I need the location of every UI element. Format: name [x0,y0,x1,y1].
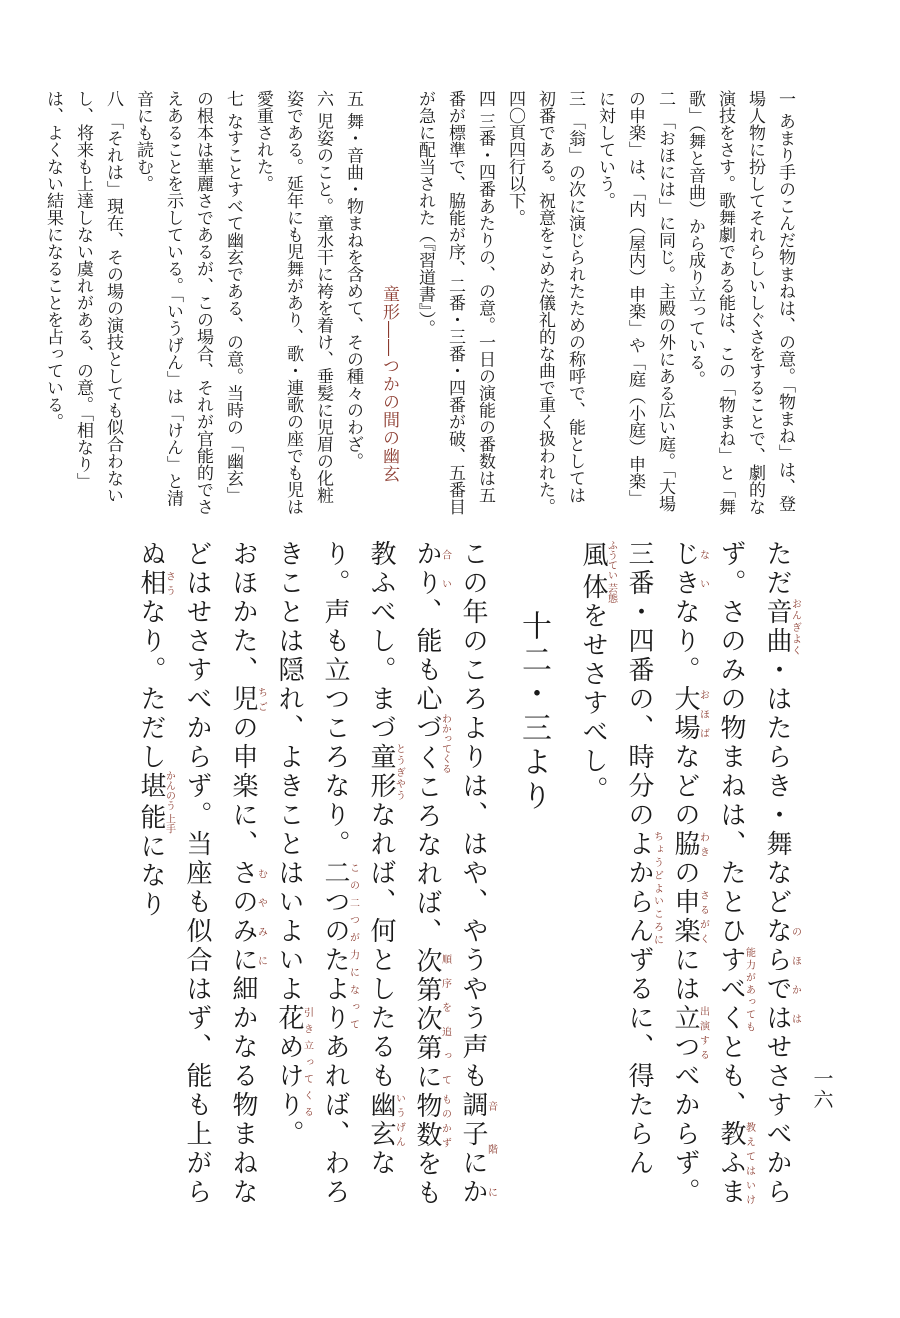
note-8 [38,90,128,520]
note-4 [410,90,500,520]
annotation-notes [43,90,800,520]
ruby-gloss: 能力があっても [743,946,755,1033]
text-run: ずるに、得たらん [624,946,654,1178]
ruby-reading: おほば [697,685,709,743]
ruby-word [624,830,663,946]
ruby-word [762,598,801,656]
ruby-reading: とうぎやう [393,743,405,801]
ruby-word [716,946,755,1033]
ruby-base: 申楽 [670,888,700,946]
text-run: 細かなる物まねなどはせさすべからず。当座も似合はず、能も上がらぬ [136,540,258,1207]
ruby-base: 堪能 [136,770,166,834]
text-run: には [670,946,700,1004]
ruby-base: 次第次第に [412,947,442,1092]
note-6 [248,90,338,520]
ruby-base: 物数 [412,1092,442,1150]
ruby-reading: さるがく [697,888,709,946]
ruby-base: さのみに [228,859,258,975]
ruby-word [670,888,709,946]
ruby-base: 二つのたより [320,859,350,1033]
ruby-reading: のほかは [789,917,801,1033]
main-text [120,540,800,1230]
note-text: 「それは」現在、その場の演技としても似合わないし、将来も上達しない虞れがある、の意。「相なり」は、よくない結果になることを占っている。 [43,90,123,504]
section-heading: 童形――つかの間の幽玄 [379,285,399,483]
ruby-base: 花めけり [274,1004,304,1120]
ruby-gloss: かんのう 上手 [163,770,175,834]
note-number: 三 [565,90,585,107]
ruby-base: 童形 [366,743,396,801]
ruby-base: 幽玄 [366,1091,396,1149]
text-run: をせさすべし。 [578,601,608,805]
note-text: 三番・四番あたりの、の意。一日の演能の番数は五番が標準で、脇能が序、二番・三番・四番が破、五番目が急に配当された（『習道書』）。 [415,90,495,515]
ruby-reading: おんぎよく [789,598,801,656]
note-2 [590,90,680,520]
ruby-base: 風体 [578,540,608,604]
ruby-reading: いうげん [393,1091,405,1149]
note-text: なすことすべて幽玄である、の意。当時の「幽玄」の根本は華麗さであるが、この場合、それが官能的でさえあることを示している。「いうげん」は「けん」と清音にも読む。 [133,90,243,515]
note-1 [680,90,800,520]
ruby-word [670,685,709,743]
text-run: ころなれば、 [412,773,442,947]
ruby-word [136,569,175,598]
ruby-word [228,859,267,975]
ruby-base: 脇 [670,830,700,859]
ruby-gloss: この二つが力になって [347,859,359,1033]
note-text: 「翁」の次に演じられたための称呼で、能としては初番である。祝意をこめた儀礼的な曲で重く扱われた。四〇頁四行以下。 [505,90,585,515]
ruby-gloss: 教えてはいけない [697,540,755,1207]
ruby-base: 教ふまじき [670,540,746,1207]
ruby-base: づく [412,713,442,774]
text-run: この年のころよりは、はや、やうやう声も [458,540,488,1091]
ruby-base: 立つ [670,1004,700,1062]
text-run: あれば、わろきことは隠れ、よきことはいよいよ [274,540,350,1207]
note-text: 児姿のこと。童水干に袴を着け、垂髪に児眉の化粧姿である。延年にも児舞があり、歌・連歌の座でも児は愛重された。 [253,90,333,515]
ruby-gloss: わかってくる [439,713,451,774]
ruby-base: 大場 [670,685,700,743]
ruby-word [366,743,405,801]
text-run: ・はたらき・舞など [762,656,792,917]
ruby-reading: ちご [255,685,267,714]
main-paragraph-2 [266,540,496,1230]
note-text: 「おほには」に同じ。主殿の外にある広い庭。「大場の申楽」は、「内（屋内）申楽」や「庭（小庭）申楽」に対していう。 [595,90,675,512]
ruby-word [366,1091,405,1149]
ruby-base: ならでは [762,917,792,1033]
ruby-gloss: 引き立ってくる [301,1004,313,1120]
ruby-word [412,947,451,1092]
ruby-word [412,1092,451,1150]
note-3 [500,90,590,520]
page-number: 一六 [810,1068,834,1110]
text-run: 、能も心 [412,598,442,714]
ruby-base: すべく [716,946,746,1033]
note-5 [338,90,368,520]
note-number: 一 [775,90,795,107]
text-run: なれば、何としたるも [366,801,396,1091]
text-run: になり [136,832,166,920]
ruby-reading: ものかず [439,1092,451,1150]
main-paragraph-3 [128,540,266,1230]
note-number: 七 [223,90,243,107]
main-paragraph-1 [570,540,800,1230]
ruby-base: 調子にかかり [412,540,488,1207]
text-run: せさすべからず。さのみの物まねは、たとひ [716,540,792,1207]
ruby-word [670,830,709,859]
text-run: の [670,859,700,888]
ruby-reading: さう [163,569,175,598]
text-run: なり。ただし [136,598,166,772]
ruby-gloss: 音階に合い [439,540,497,1207]
ruby-gloss: ちょうどよいころに [651,830,663,946]
text-run: べからず。三番・四番の、時分の [624,540,700,1207]
ruby-base: 相 [136,569,166,598]
ruby-word [762,917,801,1033]
ruby-base: 児 [228,685,258,714]
text-run: なり。声も立つころなり。 [320,540,396,1178]
note-number: 五 [343,90,363,107]
text-run: とも、 [716,1033,746,1120]
ruby-base: よからん [624,830,654,946]
ruby-gloss: ふうてい 芸態 [605,540,617,604]
note-text: 舞・音曲・物まねを含めて、その種々のわざ。 [343,112,363,470]
ruby-word [320,859,359,1033]
text-run: の申楽に、 [228,714,258,859]
text-run: おほかた、 [228,540,258,685]
ruby-base: 音曲 [762,598,792,656]
ruby-word [578,540,617,604]
ruby-gloss: むやみに [255,859,267,975]
section-title: 十二・三より [516,610,551,814]
text-run: をも教ふべし。まづ [366,540,442,1208]
note-number: 二 [655,90,675,107]
text-run: なり。 [670,598,700,685]
note-number: 六 [313,90,333,107]
note-number: 八 [103,90,123,107]
note-number: 四 [475,90,495,107]
ruby-gloss: 順序を追って [439,947,451,1092]
ruby-word [670,1004,709,1062]
note-7 [128,90,248,520]
note-text: あまり手のこんだ物まねは、の意。「物まね」は、登場人物に扮してそれらしいしぐさをすることで、劇的な演技をさす。歌舞劇である能は、この「物まね」と「舞歌」（舞と音曲）から成り立っている。 [685,90,795,515]
ruby-word [274,1004,313,1120]
ruby-gloss: 出演する [697,1004,709,1062]
ruby-word [412,713,451,774]
text-run: ただ [762,540,792,598]
ruby-reading: わき [697,830,709,859]
ruby-word [136,770,175,834]
text-run: 。 [274,1120,304,1149]
ruby-word [228,685,267,714]
text-run: などの [670,743,700,830]
